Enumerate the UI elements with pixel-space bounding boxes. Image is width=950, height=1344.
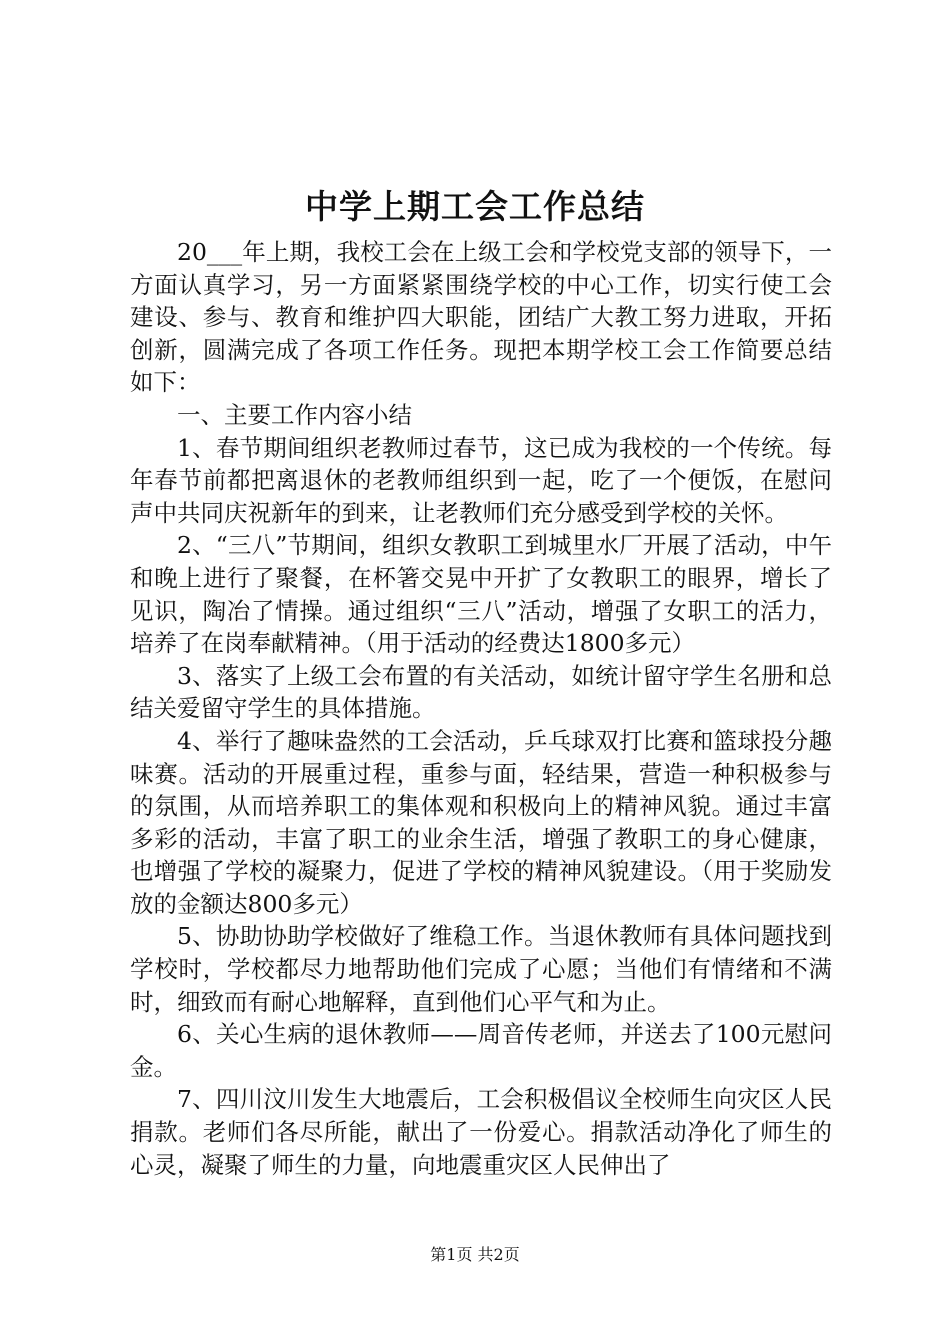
paragraph-item-7: 7、四川汶川发生大地震后，工会积极倡议全校师生向灾区人民捐款。老师们各尽所能，献出了一份爱心。捐款活动净化了师生的心灵，凝聚了师生的力量，向地震重灾区人民伸出了 xyxy=(130,1085,832,1179)
paragraph-item-1: 1、春节期间组织老教师过春节，这已成为我校的一个传统。每年春节前都把离退休的老教师组织到一起，吃了一个便饭，在慰问声中共同庆祝新年的到来，让老教师们充分感受到学校的关怀。 xyxy=(130,433,832,527)
paragraph-item-5: 5、协助协助学校做好了维稳工作。当退休教师有具体问题找到学校时，学校都尽力地帮助他们完成了心愿；当他们有情绪和不满时，细致而有耐心地解释，直到他们心平气和为止。 xyxy=(130,922,832,1016)
paragraph-item-4: 4、举行了趣味盎然的工会活动，乒乓球双打比赛和篮球投分趣味赛。活动的开展重过程，重参与面，轻结果，营造一种积极参与的氛围，从而培养职工的集体观和积极向上的精神风貌。通过丰富多彩的活动，丰富了职工的业余生活，增强了教职工的身心健康，也增强了学校的凝聚力，促进了学校的精神风貌建设。（用于奖励发放的金额达800多元） xyxy=(130,726,832,918)
paragraph-intro: 20___年上期，我校工会在上级工会和学校党支部的领导下，一方面认真学习，另一方面紧紧围绕学校的中心工作，切实行使工会建设、参与、教育和维护四大职能，团结广大教工努力进取，开拓创新，圆满完成了各项工作任务。现把本期学校工会工作简要总结如下： xyxy=(130,238,832,397)
page-number-footer: 第1页 共2页 xyxy=(430,1245,520,1264)
paragraph-item-2: 2、“三八”节期间，组织女教职工到城里水厂开展了活动，中午和晚上进行了聚餐，在杯箸交晃中开扩了女教职工的眼界，增长了见识，陶冶了情操。通过组织“三八”活动，增强了女职工的活力，培养了在岗奉献精神。（用于活动的经费达1800多元） xyxy=(130,531,832,658)
paragraph-item-3: 3、落实了上级工会布置的有关活动，如统计留守学生名册和总结关爱留守学生的具体措施。 xyxy=(130,661,832,723)
section-heading: 一、主要工作内容小结 xyxy=(177,400,412,429)
paragraph-item-6: 6、关心生病的退休教师——周音传老师，并送去了100元慰问金。 xyxy=(130,1020,832,1081)
document-title: 中学上期工会工作总结 xyxy=(305,187,645,226)
document-body xyxy=(130,236,832,1181)
